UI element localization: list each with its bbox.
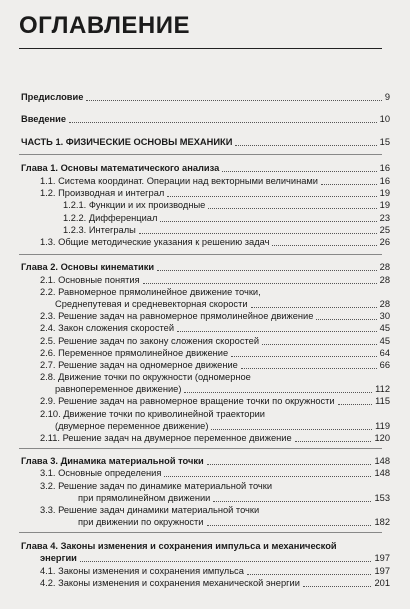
- toc-entry-title: 2.3. Решение задач на равномерное прямолинейное движение: [40, 311, 314, 321]
- toc-entry-page: 19: [379, 188, 390, 198]
- toc-entry-page: 25: [379, 225, 390, 235]
- toc-entry-page: 148: [374, 456, 390, 466]
- dot-leader: [211, 429, 372, 430]
- toc-entry-title: Глава 1. Основы математического анализа: [21, 163, 220, 173]
- page-title: ОГЛАВЛЕНИЕ: [19, 12, 191, 39]
- toc-entry-page: 45: [379, 323, 390, 333]
- toc-entry-title: 3.3. Решение задач динамики материальной точки: [40, 505, 260, 515]
- toc-entry-title: 1.2.2. Дифференциал: [63, 213, 158, 223]
- toc-entry-page: 153: [374, 493, 390, 503]
- dot-leader: [241, 368, 377, 369]
- dot-leader: [207, 525, 371, 526]
- toc-entry-page: 28: [379, 262, 390, 272]
- toc-entry-title: энергии: [40, 553, 77, 563]
- dot-leader: [272, 245, 377, 246]
- chapter-divider: [19, 254, 382, 255]
- toc-entry-title: равнопеременное движение): [55, 384, 182, 394]
- dot-leader: [184, 392, 372, 393]
- toc-entry-page: 28: [379, 275, 390, 285]
- toc-entry-page: 197: [374, 566, 390, 576]
- toc-entry-title: Глава 4. Законы изменения и сохранения импульса и механической: [21, 541, 337, 551]
- toc-entry-page: 120: [374, 433, 390, 443]
- toc-entry-title: 3.2. Решение задач по динамике материальной точки: [40, 481, 273, 491]
- toc-entry-title: 2.5. Решение задач по закону сложения скоростей: [40, 336, 260, 346]
- toc-entry-title: 1.2. Производная и интеграл: [40, 188, 165, 198]
- chapter-divider: [19, 154, 382, 155]
- dot-leader: [157, 270, 377, 271]
- toc-entry-page: 16: [379, 176, 390, 186]
- toc-entry-title: 2.9. Решение задач на равномерное вращение точки по окружности: [40, 396, 335, 406]
- dot-leader: [80, 561, 371, 562]
- dot-leader: [303, 586, 371, 587]
- heading-rule: [19, 48, 382, 49]
- toc-entry-title: при движении по окружности: [78, 517, 204, 527]
- toc-entry-page: 15: [379, 137, 390, 147]
- toc-entry-title: Введение: [21, 114, 67, 124]
- toc-entry-page: 197: [374, 553, 390, 563]
- toc-entry-title: 2.11. Решение задач на двумерное переменное движение: [40, 433, 292, 443]
- toc-entry-page: 28: [379, 299, 390, 309]
- toc-entry-page: 148: [374, 468, 390, 478]
- dot-leader: [251, 307, 377, 308]
- toc-entry-title: 1.2.3. Интегралы: [63, 225, 136, 235]
- toc-entry-title: 2.4. Закон сложения скоростей: [40, 323, 175, 333]
- toc-entry-page: 112: [375, 384, 390, 394]
- toc-entry-title: (двумерное переменное движение): [55, 421, 209, 431]
- toc-entry-title: 2.6. Переменное прямолинейное движение: [40, 348, 229, 358]
- dot-leader: [160, 221, 377, 222]
- toc-entry-title: 1.1. Система координат. Операции над векторными величинами: [40, 176, 318, 186]
- dot-leader: [338, 404, 372, 405]
- dot-leader: [316, 319, 377, 320]
- dot-leader: [177, 331, 377, 332]
- dot-leader: [213, 501, 371, 502]
- dot-leader: [208, 208, 377, 209]
- toc-entry-page: 10: [379, 114, 390, 124]
- toc-entry-title: 4.1. Законы изменения и сохранения импульса: [40, 566, 244, 576]
- dot-leader: [69, 122, 377, 123]
- toc-entry-title: 2.1. Основные понятия: [40, 275, 140, 285]
- dot-leader: [164, 476, 371, 477]
- dot-leader: [86, 100, 382, 101]
- toc-entry-title: ЧАСТЬ 1. ФИЗИЧЕСКИЕ ОСНОВЫ МЕХАНИКИ: [21, 137, 233, 147]
- toc-entry-title: 2.8. Движение точки по окружности (одномерное: [40, 372, 251, 382]
- toc-entry-page: 9: [384, 92, 390, 102]
- toc-entry-title: 4.2. Законы изменения и сохранения механической энергии: [40, 578, 300, 588]
- dot-leader: [231, 356, 377, 357]
- toc-entry-title: 2.10. Движение точки по криволинейной траектории: [40, 409, 266, 419]
- dot-leader: [139, 233, 377, 234]
- toc-entry-title: 1.2.1. Функции и их производные: [63, 200, 206, 210]
- dot-leader: [247, 574, 371, 575]
- toc-entry-page: 66: [379, 360, 390, 370]
- dot-leader: [321, 184, 377, 185]
- chapter-divider: [19, 448, 382, 449]
- toc-entry-title: Среднепутевая и средневекторная скорости: [55, 299, 248, 309]
- toc-entry-page: 119: [375, 421, 390, 431]
- toc-entry-title: при прямолинейном движении: [78, 493, 211, 503]
- toc-entry-title: 2.7. Решение задач на одномерное движение: [40, 360, 238, 370]
- toc-entry-title: Глава 2. Основы кинематики: [21, 262, 155, 272]
- toc-entry-page: 26: [379, 237, 390, 247]
- dot-leader: [207, 464, 371, 465]
- dot-leader: [295, 441, 371, 442]
- toc-entry-page: 23: [379, 213, 390, 223]
- toc-entry-page: 45: [379, 336, 390, 346]
- dot-leader: [143, 283, 377, 284]
- toc-entry-page: 115: [375, 396, 390, 406]
- toc-entry-title: Предисловие: [21, 92, 84, 102]
- dot-leader: [235, 145, 377, 146]
- toc-entry-page: 182: [374, 517, 390, 527]
- toc-entry-page: 201: [374, 578, 390, 588]
- toc-entry-title: 2.2. Равномерное прямолинейное движение точки,: [40, 287, 261, 297]
- toc-entry-page: 30: [379, 311, 390, 321]
- chapter-divider: [19, 532, 382, 533]
- toc-entry-page: 19: [379, 200, 390, 210]
- toc-entry-page: 64: [379, 348, 390, 358]
- toc-entry-title: 3.1. Основные определения: [40, 468, 162, 478]
- dot-leader: [262, 344, 377, 345]
- dot-leader: [222, 171, 377, 172]
- dot-leader: [167, 196, 377, 197]
- toc-entry-title: 1.3. Общие методические указания к решению задач: [40, 237, 270, 247]
- toc-entry-title: Глава 3. Динамика материальной точки: [21, 456, 204, 466]
- toc-entry-page: 16: [379, 163, 390, 173]
